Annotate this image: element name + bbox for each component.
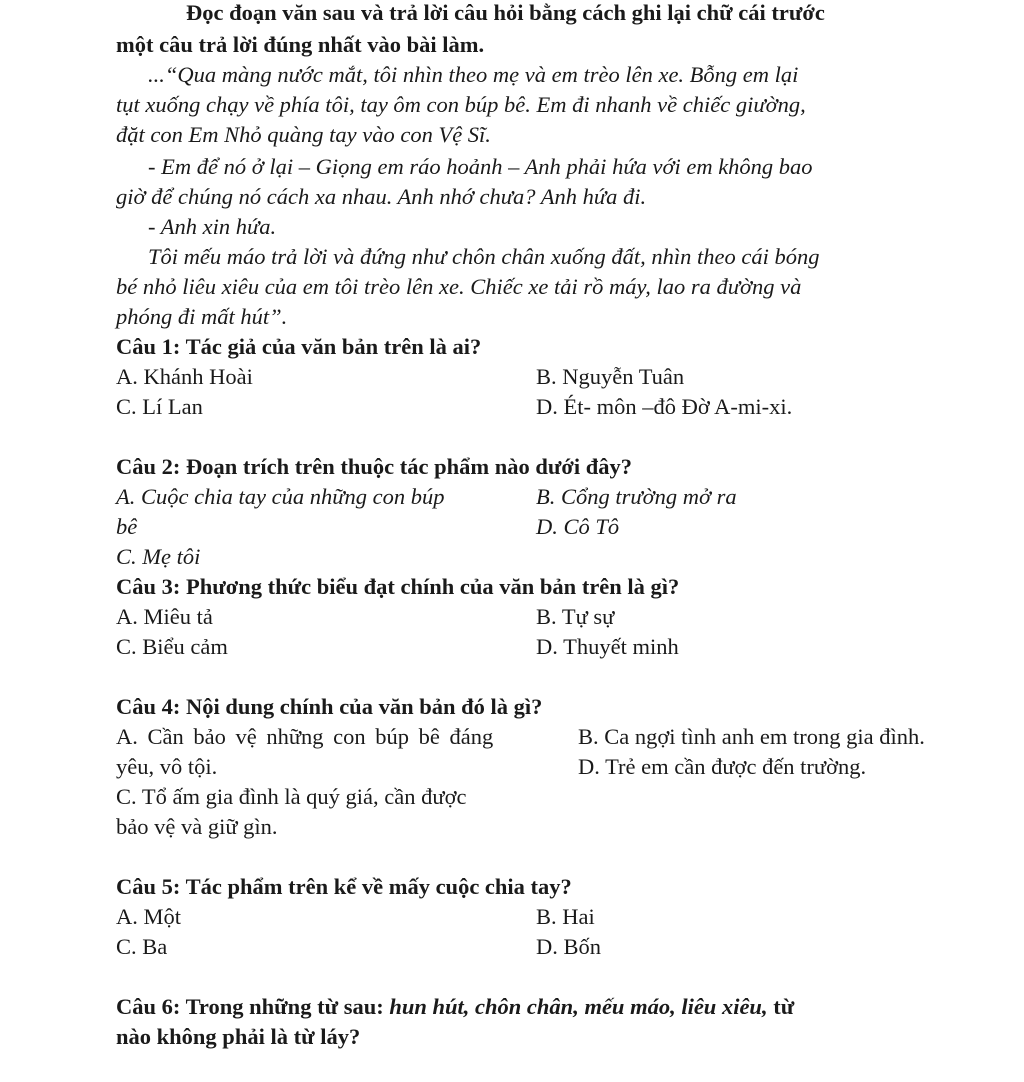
q1-option-c: C. Lí Lan	[116, 394, 203, 419]
question-5: Câu 5: Tác phẩm trên kể về mấy cuộc chia tay?	[116, 874, 572, 899]
q5-option-b: B. Hai	[536, 904, 595, 929]
q5-option-a: A. Một	[116, 904, 182, 929]
question-6-line-1	[116, 992, 794, 1022]
q4-option-a-line-2: yêu, vô tội.	[116, 754, 218, 779]
q3-option-b: B. Tự sự	[536, 604, 615, 629]
question-4: Câu 4: Nội dung chính của văn bản đó là gì?	[116, 694, 543, 719]
q1-option-b: B. Nguyễn Tuân	[536, 364, 685, 389]
question-6-words: hun hút, chôn chân, mếu máo, liêu xiêu,	[389, 994, 768, 1019]
q4-option-d: D. Trẻ em cần được đến trường.	[578, 754, 867, 779]
q4-option-c-line-1: C. Tổ ấm gia đình là quý giá, cần được	[116, 784, 467, 809]
q2-option-a-line-1: A. Cuộc chia tay của những con búp	[116, 484, 445, 509]
question-1: Câu 1: Tác giả của văn bản trên là ai?	[116, 334, 482, 359]
instruction-line-1: Đọc đoạn văn sau và trả lời câu hỏi bằng cách ghi lại chữ cái trước	[186, 0, 825, 25]
q5-option-c: C. Ba	[116, 934, 168, 959]
passage-line: giờ để chúng nó cách xa nhau. Anh nhớ chưa? Anh hứa đi.	[116, 184, 647, 209]
passage-line: tụt xuống chạy về phía tôi, tay ôm con búp bê. Em đi nhanh về chiếc giường,	[116, 92, 806, 117]
passage-line: ...“Qua màng nước mắt, tôi nhìn theo mẹ và em trèo lên xe. Bỗng em lại	[148, 62, 799, 87]
q2-option-b: B. Cổng trường mở ra	[536, 484, 737, 509]
q3-option-a: A. Miêu tả	[116, 604, 213, 629]
passage-line: bé nhỏ liêu xiêu của em tôi trèo lên xe. Chiếc xe tải rồ máy, lao ra đường và	[116, 274, 802, 299]
passage-line: Tôi mếu máo trả lời và đứng như chôn chân xuống đất, nhìn theo cái bóng	[148, 244, 820, 269]
passage-line: - Anh xin hứa.	[148, 214, 277, 239]
question-6-lead: Câu 6: Trong những từ sau:	[116, 994, 390, 1019]
q1-option-a: A. Khánh Hoài	[116, 364, 253, 389]
passage-line: đặt con Em Nhỏ quàng tay vào con Vệ Sĩ.	[116, 122, 491, 147]
q1-option-d: D. Ét- môn –đô Đờ A-mi-xi.	[536, 394, 793, 419]
q3-option-d: D. Thuyết minh	[536, 634, 679, 659]
passage-line: phóng đi mất hút”.	[116, 304, 288, 329]
q4-option-c-line-2: bảo vệ và giữ gìn.	[116, 814, 278, 839]
q5-option-d: D. Bốn	[536, 934, 602, 959]
q4-option-a-line-1: A. Cần bảo vệ những con búp bê đáng	[116, 724, 494, 749]
q2-option-a-line-2: bê	[116, 514, 138, 539]
q3-option-c: C. Biểu cảm	[116, 634, 228, 659]
question-6-tail: từ	[767, 994, 795, 1019]
q2-option-d: D. Cô Tô	[536, 514, 620, 539]
instruction-line-2: một câu trả lời đúng nhất vào bài làm.	[116, 32, 485, 57]
q2-option-c: C. Mẹ tôi	[116, 544, 201, 569]
question-2: Câu 2: Đoạn trích trên thuộc tác phẩm nào dưới đây?	[116, 454, 632, 479]
q4-option-b: B. Ca ngợi tình anh em trong gia đình.	[578, 724, 925, 749]
question-3: Câu 3: Phương thức biểu đạt chính của văn bản trên là gì?	[116, 574, 680, 599]
passage-line: - Em để nó ở lại – Giọng em ráo hoảnh – Anh phải hứa với em không bao	[148, 154, 813, 179]
question-6-line-2: nào không phải là từ láy?	[116, 1024, 361, 1049]
